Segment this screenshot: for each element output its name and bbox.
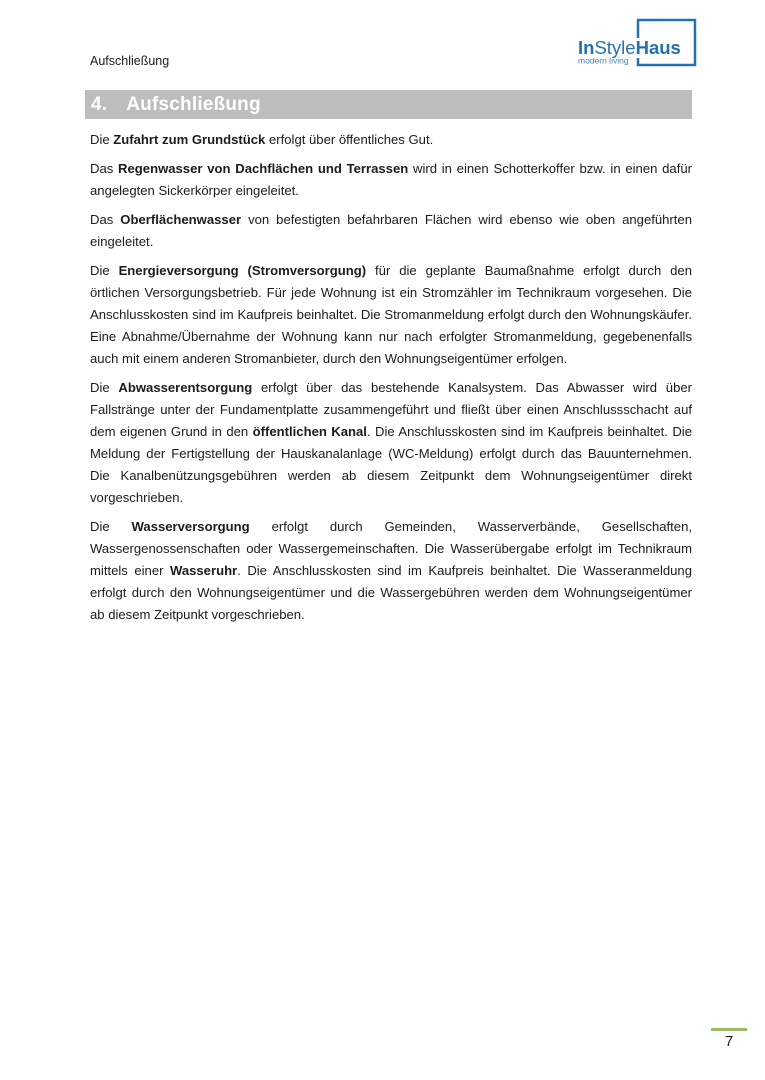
text-run: von befestigten befahrbaren Flächen wird ebenso wie oben angeführten eingeleitet. <box>90 212 692 249</box>
text-run: Regenwasser von Dachflächen und Terrassen <box>118 161 409 176</box>
text-run: öffentlichen Kanal <box>252 424 367 439</box>
section-title: Aufschließung <box>126 93 261 115</box>
paragraph <box>90 129 692 151</box>
text-run: erfolgt über öffentliches Gut. <box>265 132 434 147</box>
paragraph <box>90 158 692 202</box>
text-run: erfolgt über das bestehende Kanalsystem. Das Abwasser wird über Fallstränge unter der Fundamentplatte zusammengeführt und fließt über einen Anschlussschacht auf dem eigenen Grund in den <box>90 380 692 439</box>
content <box>90 129 692 633</box>
paragraph <box>90 209 692 253</box>
text-run: Abwasserentsorgung <box>118 380 253 395</box>
text-run: Das <box>90 161 119 176</box>
paragraph <box>90 260 692 370</box>
logo-wordmark: InStyleHaus <box>578 37 681 58</box>
text-run: Wasserversorgung <box>131 519 250 534</box>
text-run: . Die Anschlusskosten sind im Kaufpreis beinhaltet. Die Wasseranmeldung erfolgt durch den Wohnungseigentümer und die Wassergebühren werden dem Wohnungseigentümer ab diesem Zeitpunkt vorgeschrieben. <box>90 563 692 622</box>
text-run: Die <box>90 380 119 395</box>
text-run: Oberflächenwasser <box>120 212 242 227</box>
text-run: Die <box>90 132 114 147</box>
footer-rule <box>711 1028 747 1031</box>
section-number: 4. <box>91 93 108 115</box>
running-header: Aufschließung <box>90 54 170 68</box>
logo-tagline: modern living <box>578 55 629 66</box>
text-run: Das <box>90 212 121 227</box>
text-run: wird in einen Schotterkoffer bzw. in einen dafür angelegten Sickerkörper eingeleitet. <box>90 161 692 198</box>
text-run: Zufahrt zum Grundstück <box>113 132 266 147</box>
paragraph <box>90 516 692 626</box>
page-number: 7 <box>724 1033 734 1050</box>
text-run: Wasseruhr <box>169 563 238 578</box>
text-run: Die <box>90 263 119 278</box>
instylehaus-logo <box>576 12 701 70</box>
paragraph <box>90 377 692 509</box>
section-heading <box>85 90 692 119</box>
text-run: . Die Anschlusskosten sind im Kaufpreis beinhaltet. Die Meldung der Fertigstellung der Hauskanalanlage (WC-Meldung) erfolgt durch das Bauunternehmen. Die Kanalbenützungsgebühren werden ab diesem Zeitpunkt dem Wohnungseigentümer direkt vorgeschrieben. <box>90 424 692 505</box>
text-run: erfolgt durch Gemeinden, Wasserverbände, Gesellschaften, Wassergenossenschaften oder Wassergemeinschaften. Die Wasserübergabe erfolgt im Technikraum mittels einer <box>90 519 692 578</box>
text-run: Die <box>90 519 132 534</box>
text-run: für die geplante Baumaßnahme erfolgt durch den örtlichen Versorgungsbetrieb. Für jede Wohnung ist ein Stromzähler im Technikraum vorgesehen. Die Anschlusskosten sind im Kaufpreis beinhaltet. Die Stromanmeldung erfolgt durch den Wohnungskäufer. Eine Abnahme/Übernahme der Wohnung kann nur nach erfolgter Stromanmeldung, gegebenenfalls auch mit einem anderen Stromanbieter, durch den Wohnungseigentümer erfolgen. <box>90 263 692 366</box>
text-run: Energieversorgung (Stromversorgung) <box>118 263 367 278</box>
